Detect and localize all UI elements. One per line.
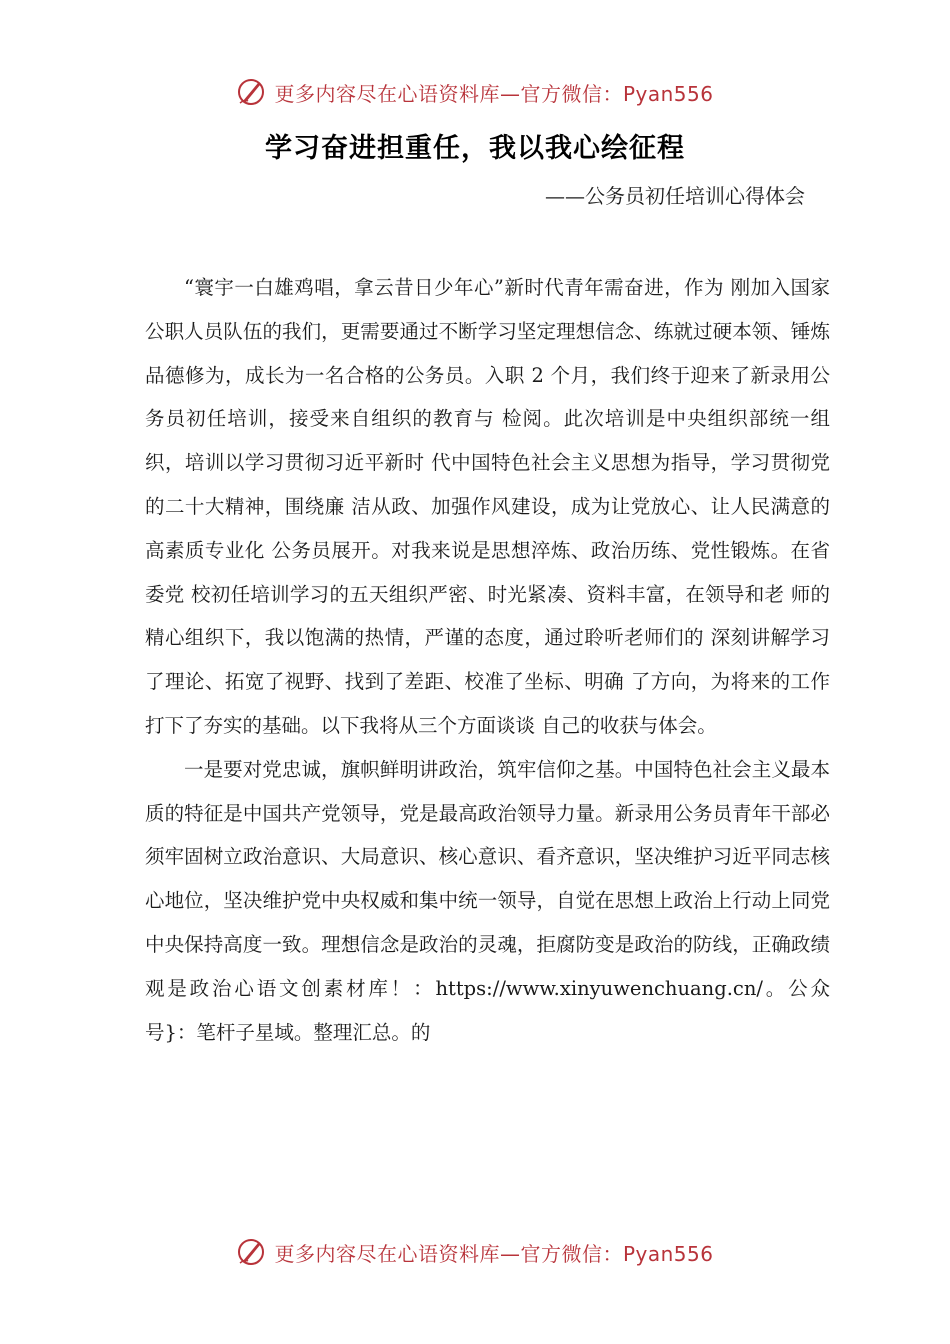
header-watermark-text: 更多内容尽在心语资料库—官方微信：Pyan556 — [274, 81, 714, 106]
body-paragraph-1: “寰宇一白雄鸡唱，拿云昔日少年心”新时代青年需奋进，作为 刚加入国家公职人员队伍的我们，更需要通过不断学习坚定理想信念、练就过硬本领、锤炼品德修为，成长为一名合格的公务员。入职 2 个月，我们终于迎来了新录用公务员初任培训，接受来自组织的教育与 检阅。此次培训是中央组织部统一组织，培训以学习贯彻习近平新时 代中国特色社会主义思想为指导，学习贯彻党的二十大精神，围绕廉 洁从政、加强作风建设，成为让党放心、让人民满意的高素质专业化 公务员展开。对我来说是思想淬炼、政治历练、党性锻炼。在省委党 校初任培训学习的五天组织严密、时光紧凑、资料丰富，在领导和老 师的精心组织下，我以饱满的热情，严谨的态度，通过聆听老师们的 深刻讲解学习了理论、拓宽了视野、找到了差距、校准了坐标、明确 了方向，为将来的工作打下了夯实的基础。以下我将从三个方面谈谈 自己的收获与体会。 — [145, 276, 830, 737]
footer-watermark-banner — [0, 1232, 950, 1272]
footer-watermark-text: 更多内容尽在心语资料库—官方微信：Pyan556 — [274, 1241, 714, 1266]
document-subtitle: ——公务员初任培训心得体会 — [545, 184, 805, 208]
header-watermark-banner — [0, 72, 950, 112]
pen-feather-logo-icon — [236, 77, 266, 107]
document-title: 学习奋进担重任，我以我心绘征程 — [265, 133, 685, 164]
body-paragraph-2: 一是要对党忠诚，旗帜鲜明讲政治，筑牢信仰之基。中国特色社会主义最本质的特征是中国共产党领导，党是最高政治领导力量。新录用公务员青年干部必须牢固树立政治意识、大局意识、核心意识、看齐意识，坚决维护习近平同志核心地位，坚决维护党中央权威和集中统一领导，自觉在思想上政治上行动上同党中央保持高度一致。理想信念是政治的灵魂，拒腐防变是政治的防线，正确政绩观是政治心语文创素材库！：https://www.xinyuwenchuang.cn/。公众号}：笔杆子星域。整理汇总。的 — [145, 757, 830, 1044]
pen-feather-logo-icon — [236, 1237, 266, 1267]
document-body — [145, 266, 830, 1054]
